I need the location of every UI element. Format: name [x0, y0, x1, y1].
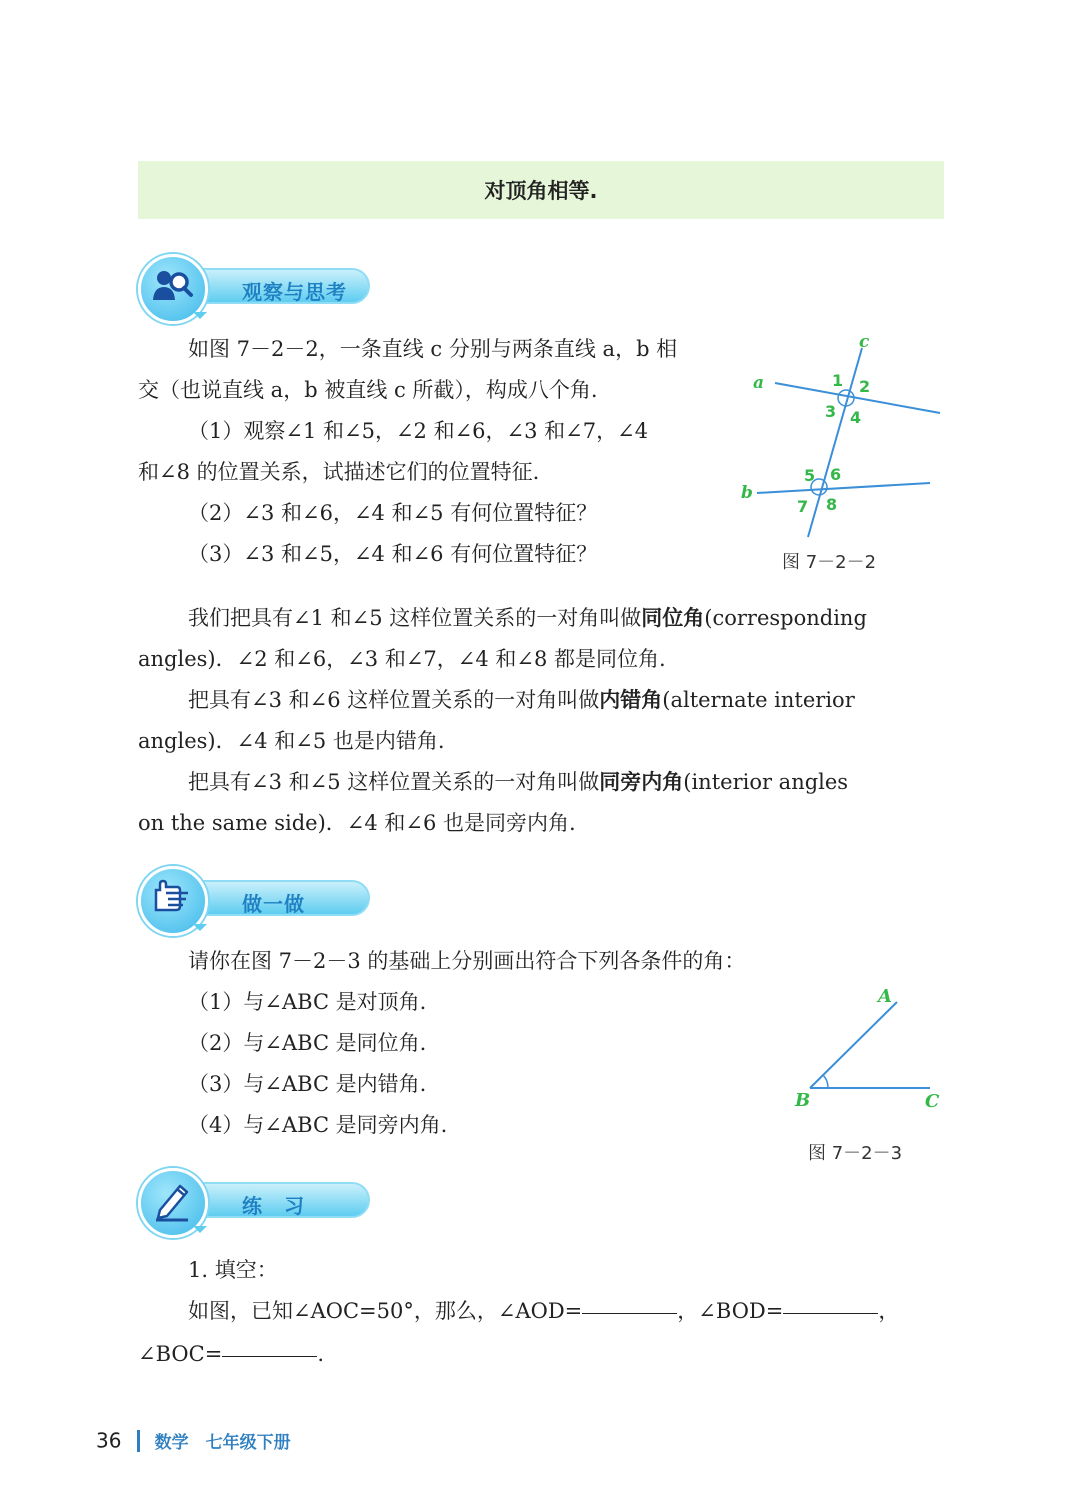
angle-label-3: 3 — [825, 402, 837, 421]
figure-7-2-3 — [785, 980, 950, 1115]
try-item-3: （3）与∠ABC 是内错角. — [188, 1072, 427, 1096]
label-A: A — [878, 986, 892, 1007]
definition-same-side-interior-cont: on the same side)．∠4 和∠6 也是同旁内角. — [138, 811, 576, 835]
angle-arc-B — [823, 1075, 828, 1088]
definition-same-side-interior: 把具有∠3 和∠5 这样位置关系的一对角叫做同旁内角(interior angles — [188, 770, 849, 794]
exercise-q1-title: 1. 填空： — [188, 1258, 278, 1282]
angle-label-1: 1 — [832, 371, 844, 390]
section-header-exercise — [138, 1176, 370, 1224]
angle-label-5: 5 — [804, 466, 816, 485]
term-alternate-interior-angles: 内错角 — [599, 688, 663, 712]
line-b — [757, 483, 930, 493]
observe-question-1-cont: 和∠8 的位置关系，试描述它们的位置特征. — [138, 460, 540, 484]
angle-label-6: 6 — [830, 465, 842, 484]
observe-question-2: （2）∠3 和∠6，∠4 和∠5 有何位置特征？ — [188, 501, 598, 525]
exercise-q1-line-2: ∠BOC= . — [138, 1342, 324, 1366]
label-b: b — [741, 483, 753, 503]
page-number: 36 — [96, 1428, 122, 1453]
exercise-q1-line-1: 如图，已知∠AOC=50°，那么，∠AOD= ，∠BOD= ， — [188, 1299, 900, 1323]
angle-label-2: 2 — [859, 377, 871, 396]
footer-divider — [137, 1430, 140, 1452]
blank-BOC[interactable] — [222, 1355, 317, 1357]
try-item-4: （4）与∠ABC 是同旁内角. — [188, 1113, 448, 1137]
angle-label-4: 4 — [850, 408, 862, 427]
blank-BOD[interactable] — [783, 1312, 878, 1314]
section-header-observe — [138, 262, 370, 310]
observe-line-1: 如图 7－2－2，一条直线 c 分别与两条直线 a，b 相 — [188, 337, 678, 361]
label-a: a — [753, 373, 765, 393]
angle-label-7: 7 — [797, 497, 809, 516]
angle-label-8: 8 — [826, 495, 838, 514]
pointing-hand-icon — [150, 876, 194, 920]
figure-7-2-2-caption: 图 7－2－2 — [782, 552, 877, 573]
try-item-1: （1）与∠ABC 是对顶角. — [188, 990, 427, 1014]
section-title-observe: 观察与思考 — [242, 280, 347, 304]
definition-corresponding: 我们把具有∠1 和∠5 这样位置关系的一对角叫做同位角(corresponding — [188, 606, 867, 630]
book-title: 数学 七年级下册 — [154, 1433, 291, 1453]
theorem-text: 对顶角相等. — [484, 179, 598, 203]
page-footer — [96, 1428, 291, 1453]
definition-corresponding-cont: angles)．∠2 和∠6，∠3 和∠7，∠4 和∠8 都是同位角. — [138, 647, 666, 671]
pencil-icon — [150, 1178, 194, 1222]
section-title-try: 做一做 — [242, 892, 305, 916]
section-title-exercise: 练 习 — [242, 1194, 305, 1218]
try-item-2: （2）与∠ABC 是同位角. — [188, 1031, 427, 1055]
label-c: c — [859, 332, 870, 352]
label-C: C — [925, 1091, 940, 1112]
label-B: B — [795, 1090, 811, 1111]
definition-alternate-interior-cont: angles)．∠4 和∠5 也是内错角. — [138, 729, 445, 753]
definition-alternate-interior: 把具有∠3 和∠6 这样位置关系的一对角叫做内错角(alternate interior — [188, 688, 855, 712]
term-corresponding-angles: 同位角 — [641, 606, 705, 630]
figure-7-2-2 — [735, 330, 950, 545]
section-header-try — [138, 874, 370, 922]
try-instruction: 请你在图 7－2－3 的基础上分别画出符合下列各条件的角： — [188, 949, 746, 973]
figure-7-2-3-caption: 图 7－2－3 — [808, 1143, 903, 1164]
theorem-banner — [138, 161, 944, 219]
term-interior-angles-same-side: 同旁内角 — [599, 770, 684, 794]
observe-question-1: （1）观察∠1 和∠5，∠2 和∠6，∠3 和∠7，∠4 — [188, 419, 649, 443]
magnifier-person-icon — [150, 264, 194, 308]
blank-AOD[interactable] — [582, 1312, 677, 1314]
observe-question-3: （3）∠3 和∠5，∠4 和∠6 有何位置特征？ — [188, 542, 598, 566]
observe-line-2: 交（也说直线 a，b 被直线 c 所截），构成八个角. — [138, 378, 598, 402]
